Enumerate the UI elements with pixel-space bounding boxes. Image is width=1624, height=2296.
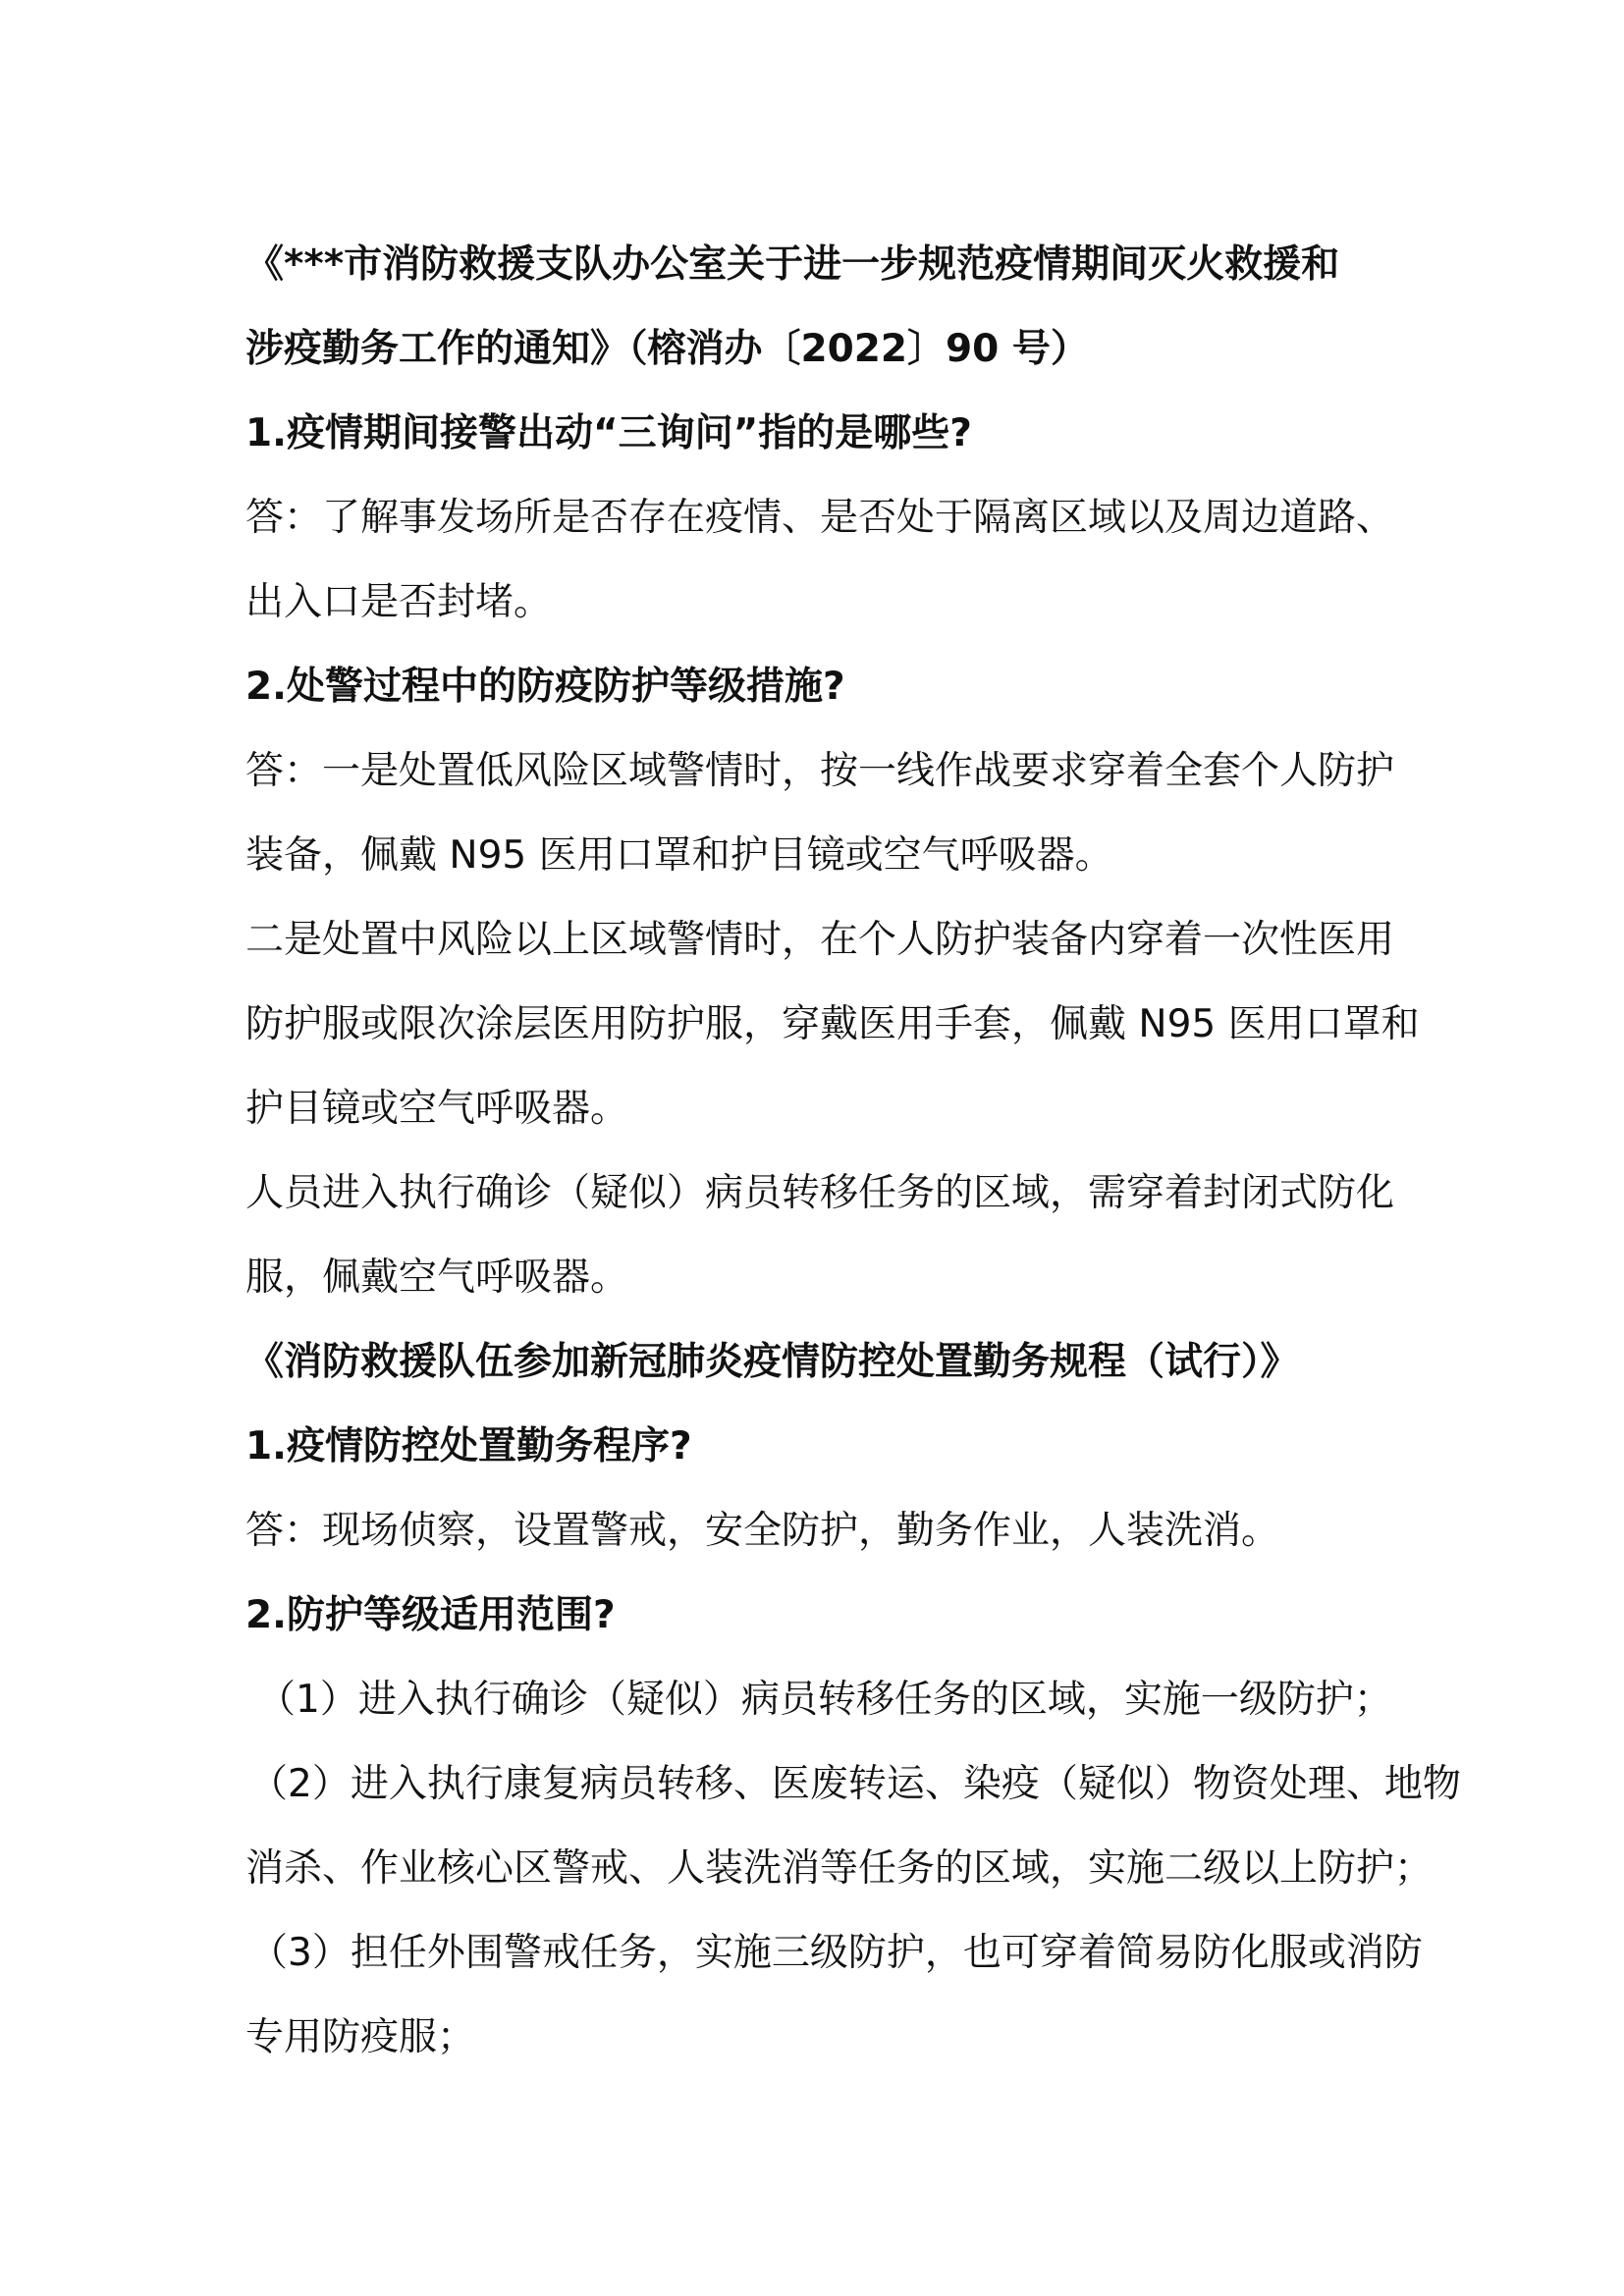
section2-item-3-line2: 专用防疫服； — [245, 2015, 476, 2059]
section2-item-3-line1: （3）担任外围警戒任务，实施三级防护，也可穿着简易防化服或消防 — [249, 1931, 1423, 1975]
section1-answer-2-line4: 防护服或限次涂层医用防护服，穿戴医用手套，佩戴 N95 医用口罩和 — [245, 1002, 1420, 1046]
section1-answer-2-line3: 二是处置中风险以上区域警情时，在个人防护装备内穿着一次性医用 — [245, 918, 1395, 962]
section1-answer-2-line2: 装备，佩戴 N95 医用口罩和护目镜或空气呼吸器。 — [245, 833, 1113, 878]
section1-answer-1-line1: 答：了解事发场所是否存在疫情、是否处于隔离区域以及周边道路、 — [245, 496, 1395, 540]
section1-title-line1: 《***市消防救援支队办公室关于进一步规范疫情期间灭火救援和 — [245, 242, 1340, 287]
section1-question-2: 2.处警过程中的防疫防护等级措施? — [245, 665, 845, 709]
section2-item-2-line1: （2）进入执行康复病员转移、医废转运、染疫（疑似）物资处理、地物 — [249, 1762, 1461, 1806]
section2-answer-1: 答：现场侦察，设置警戒，安全防护，勤务作业，人装洗消。 — [245, 1509, 1280, 1553]
section1-answer-1-line2: 出入口是否封堵。 — [245, 580, 553, 624]
section2-question-2: 2.防护等级适用范围? — [245, 1593, 616, 1637]
section1-title-line2: 涉疫勤务工作的通知》（榕消办〔2022〕90 号） — [245, 327, 1089, 371]
section1-answer-2-line7: 服，佩戴空气呼吸器。 — [245, 1255, 629, 1300]
section2-question-1: 1.疫情防控处置勤务程序? — [245, 1424, 692, 1468]
document-page — [245, 223, 1461, 2080]
section2-title: 《消防救援队伍参加新冠肺炎疫情防控处置勤务规程（试行）》 — [245, 1340, 1299, 1384]
section2-item-2-line2: 消杀、作业核心区警戒、人装洗消等任务的区域，实施二级以上防护； — [245, 1846, 1434, 1891]
section1-answer-2-line6: 人员进入执行确诊（疑似）病员转移任务的区域，需穿着封闭式防化 — [245, 1171, 1395, 1215]
section1-question-1: 1.疫情期间接警出动“三询问”指的是哪些? — [245, 411, 972, 455]
section1-answer-2-line1: 答：一是处置低风险区域警情时，按一线作战要求穿着全套个人防护 — [245, 749, 1395, 793]
section1-answer-2-line5: 护目镜或空气呼吸器。 — [245, 1087, 629, 1131]
section2-item-1: （1）进入执行确诊（疑似）病员转移任务的区域，实施一级防护； — [257, 1678, 1392, 1722]
